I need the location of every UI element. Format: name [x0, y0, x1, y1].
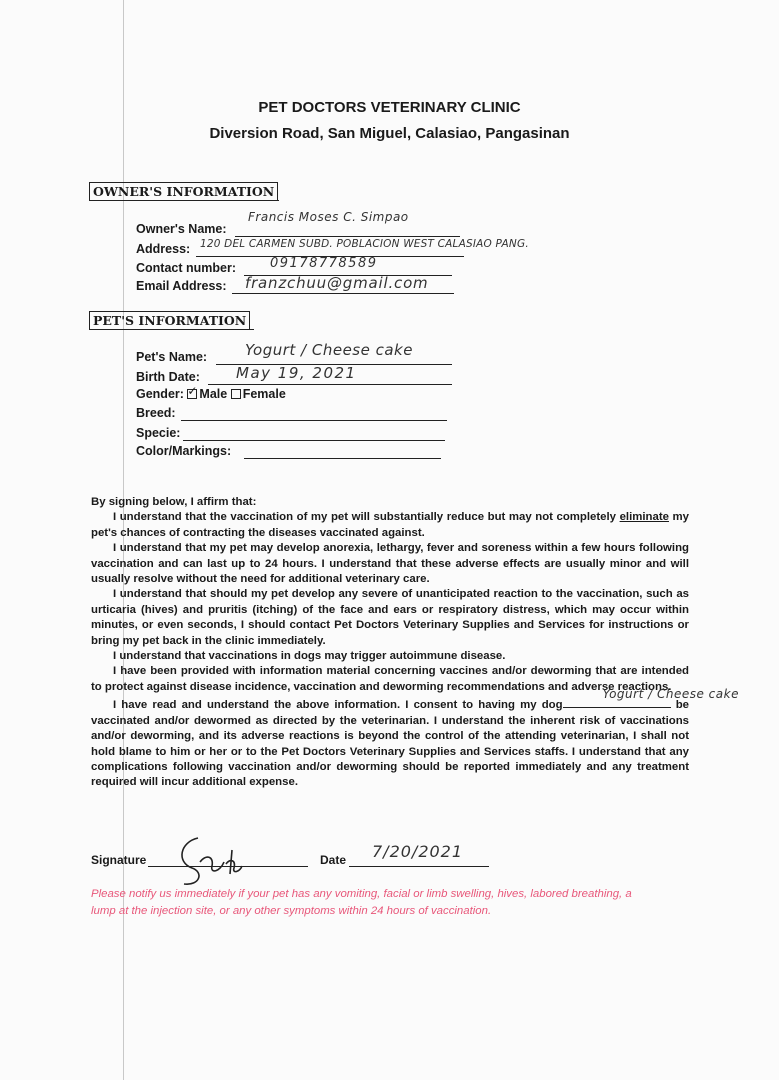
- male-option-label: Male: [199, 387, 228, 401]
- owner-name-label: Owner's Name:: [136, 222, 227, 236]
- consent-paragraph-1: I understand that the vaccination of my pet will substantially reduce but may not completely eliminate my pet's chances of contracting the diseases vaccinated against.: [91, 511, 689, 539]
- contact-label: Contact number:: [136, 261, 236, 275]
- pet-section-title: PET'S INFORMATION: [89, 311, 250, 330]
- male-checkbox[interactable]: [187, 384, 198, 399]
- breed-line[interactable]: [181, 420, 447, 421]
- date-label: Date: [320, 853, 347, 867]
- gender-label: Gender:: [136, 387, 184, 401]
- owner-name-line: [235, 236, 460, 237]
- email-value[interactable]: franzchuu@gmail.com: [245, 274, 429, 292]
- consent-paragraph-2: I understand that my pet may develop anorexia, lethargy, fever and soreness within a few hours following vaccination and can last up to 24 hours. I understand that these adverse effects are usually minor and will usually resolve without the need for additional veterinary care.: [91, 542, 689, 586]
- section-divider: [89, 329, 254, 330]
- consent-paragraph-4: I understand that vaccinations in dogs may trigger autoimmune disease.: [113, 650, 506, 663]
- birth-date-label: Birth Date:: [136, 370, 200, 384]
- owner-name-value[interactable]: Francis Moses C. Simpao: [248, 210, 409, 224]
- gender-row: [136, 384, 286, 401]
- consent-text: [91, 495, 739, 791]
- clinic-address: Diversion Road, San Miguel, Calasiao, Pangasinan: [209, 125, 570, 142]
- check-mark-icon: ✓: [187, 384, 198, 398]
- color-markings-label: Color/Markings:: [136, 444, 232, 458]
- clinic-name: PET DOCTORS VETERINARY CLINIC: [258, 99, 521, 116]
- consent-paragraph-3: I understand that should my pet develop any severe of unanticipated reaction to the vaccination, such as urticaria (hives) and pruritis (itching) of the face and ears or respiratory distress, which may occur within minutes, or even seconds, I should contact Pet Doctors Veterinary Supplies and Services for instructions or bring my pet back in the clinic immediately.: [91, 588, 689, 647]
- email-line: [232, 293, 454, 294]
- post-vaccination-notice: Please notify us immediately if your pet has any vomiting, facial or limb swelling, hives, labored breathing, a lump at the injection site, or any other symptoms within 24 hours of vaccination.: [91, 888, 632, 917]
- consent-paragraph-6: I have read and understand the above information. I consent to having my dog Yogurt / Cheese cake be vaccinated and/or dewormed as directed by the veterinarian. I understand the inherent risk of vaccinations and/or deworming, and its adverse reactions is beyond the control of the attending veterinarian, I shall not hold blame to him or her or to the Pet Doctors Veterinary Supplies and Services staffs. I understand that any complications following vaccination and/or deworming should be reported immediately and any treatment required will incur additional expense.: [91, 687, 739, 789]
- consent-intro: By signing below, I affirm that:: [91, 496, 257, 508]
- female-option-label: Female: [242, 387, 286, 401]
- owner-section-title: OWNER'S INFORMATION: [89, 182, 278, 201]
- consent-paragraph-5: I have been provided with information material concerning vaccines and/or deworming that are intended to protect against disease incidence, vaccination and deworming recommendations and adverse reactions.: [91, 665, 689, 693]
- section-divider: [89, 200, 279, 201]
- email-label: Email Address:: [136, 279, 227, 293]
- specie-line[interactable]: [183, 440, 445, 441]
- pet-name-label: Pet's Name:: [136, 350, 208, 364]
- birth-date-line: [208, 384, 452, 385]
- underlined-word: eliminate: [619, 511, 669, 524]
- address-label: Address:: [136, 242, 191, 256]
- contact-value[interactable]: 09178778589: [270, 256, 378, 271]
- color-markings-line[interactable]: [244, 458, 441, 459]
- date-line[interactable]: [349, 866, 489, 867]
- birth-date-value[interactable]: May 19, 2021: [236, 364, 357, 382]
- date-value[interactable]: 7/20/2021: [372, 842, 464, 861]
- breed-label: Breed:: [136, 406, 176, 420]
- address-value[interactable]: 120 DEL CARMEN SUBD. POBLACION WEST CALASIAO PANG.: [200, 238, 529, 250]
- pet-name-value[interactable]: Yogurt / Cheese cake: [245, 341, 413, 359]
- handwritten-signature: [170, 832, 260, 892]
- consent-dog-name[interactable]: Yogurt / Cheese cake: [602, 687, 739, 702]
- signature-label: Signature: [91, 853, 147, 867]
- female-checkbox[interactable]: [231, 389, 241, 399]
- specie-label: Specie:: [136, 426, 181, 440]
